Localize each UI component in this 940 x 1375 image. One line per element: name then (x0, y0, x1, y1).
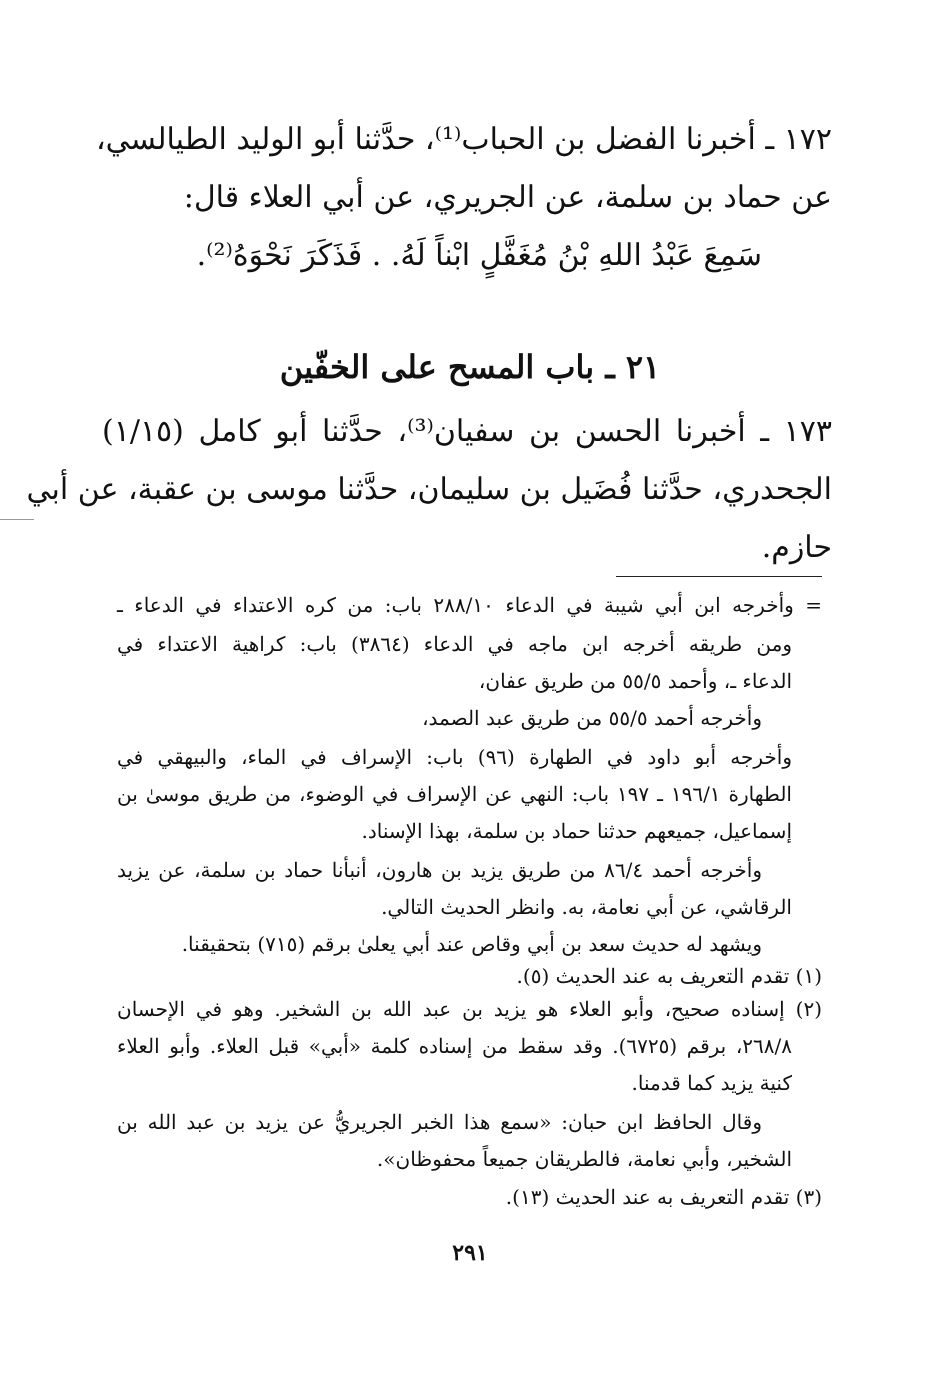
footnote-line: وأخرجه أحمد ٥٥/٥ من طريق عبد الصمد، (422, 706, 762, 730)
hadith-172-line-3: سَمِعَ عَبْدُ اللهِ بْنُ مُغَفَّلٍ ابْناً لَهُ. . فَذَكَرَ نَحْوَهُ⁽²⁾. (196, 238, 762, 273)
hadith-173-line-2: الجحدري، حدَّثنا فُضَيل بن سليمان، حدَّثنا موسى بن عقبة، عن أبي (26, 472, 832, 507)
footnote-line: إسماعيل، جميعهم حدثنا حماد بن سلمة، بهذا الإسناد. (361, 819, 792, 843)
footnote-line: ٢٦٨/٨، برقم (٦٧٢٥). وقد سقط من إسناده كلمة «أبي» قبل العلاء. وأبو العلاء (117, 1034, 792, 1058)
hadith-173-line-3: حازم. (761, 530, 832, 565)
margin-mark (0, 519, 34, 520)
hadith-172-line-1: ١٧٢ ـ أخبرنا الفضل بن الحباب⁽¹⁾، حدَّثنا أبو الوليد الطيالسي، (95, 122, 832, 157)
footnote-line: كنية يزيد كما قدمنا. (631, 1071, 792, 1095)
hadith-172-line-2: عن حماد بن سلمة، عن الجريري، عن أبي العلاء قال: (183, 180, 832, 215)
hadith-173-line-1: ١٧٣ ـ أخبرنا الحسن بن سفيان⁽³⁾، حدَّثنا أبو كامل (١/١٥) (102, 414, 832, 449)
footnote-line: ومن طريقه أخرجه ابن ماجه في الدعاء (٣٨٦٤) باب: كراهية الاعتداء في (117, 632, 793, 656)
footnote-separator (616, 576, 822, 577)
footnote-line: وأخرجه أبو داود في الطهارة (٩٦) باب: الإسراف في الماء، والبيهقي في (117, 745, 792, 769)
chapter-heading: ٢١ ـ باب المسح على الخفّين (279, 348, 661, 386)
footnote-line: وقال الحافظ ابن حبان: «سمع هذا الخبر الجريريُّ عن يزيد بن عبد الله بن (117, 1110, 762, 1134)
footnote-line: (٣) تقدم التعريف به عند الحديث (١٣). (505, 1185, 822, 1209)
page-number: ٢٩١ (452, 1240, 488, 1266)
footnote-line: وأخرجه أحمد ٨٦/٤ من طريق يزيد بن هارون، أنبأنا حماد بن سلمة، عن يزيد (117, 858, 762, 882)
footnote-line: ويشهد له حديث سعد بن أبي وقاص عند أبي يعلىٰ برقم (٧١٥) بتحقيقنا. (181, 932, 762, 956)
footnote-line: (١) تقدم التعريف به عند الحديث (٥). (516, 964, 822, 988)
footnote-line: الشخير، وأبي نعامة، فالطريقان جميعاً محفوظان». (376, 1147, 792, 1171)
footnote-line: الدعاء ـ، وأحمد ٥٥/٥ من طريق عفان، (478, 669, 792, 693)
footnote-line: = وأخرجه ابن أبي شيبة في الدعاء ٢٨٨/١٠ باب: من كره الاعتداء في الدعاء ـ (117, 593, 822, 617)
footnote-line: الرقاشي، عن أبي نعامة، به. وانظر الحديث التالي. (381, 895, 792, 919)
footnote-line: (٢) إسناده صحيح، وأبو العلاء هو يزيد بن عبد الله بن الشخير. وهو في الإحسان (117, 997, 822, 1021)
footnote-line: الطهارة ١٩٦/١ ـ ١٩٧ باب: النهي عن الإسراف في الوضوء، من طريق موسىٰ بن (117, 782, 792, 806)
